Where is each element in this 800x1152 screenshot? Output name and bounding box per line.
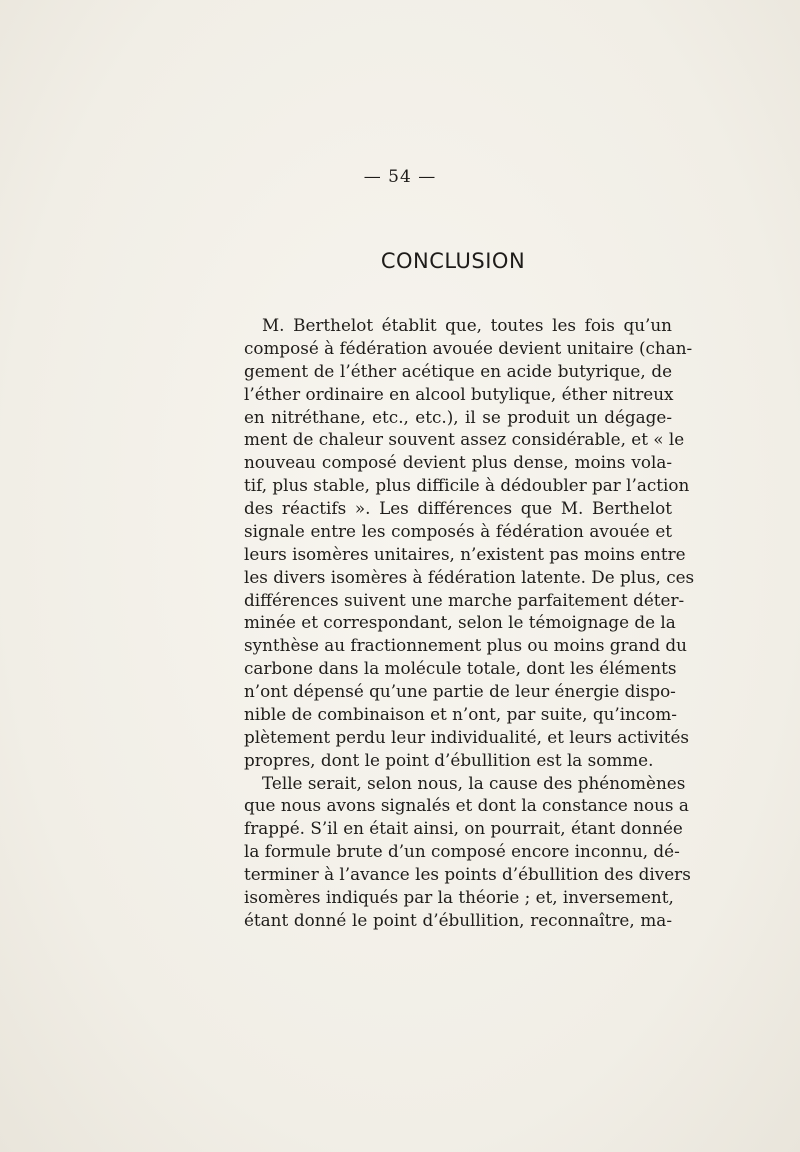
text-line: carbone dans la molécule totale, dont les éléments xyxy=(244,658,677,679)
text-line: minée et correspondant, selon le témoignage de la xyxy=(244,612,676,633)
text-line: terminer à l’avance les points d’ébullition des divers xyxy=(244,864,691,884)
text-line: n’ont dépensé qu’une partie de leur énergie dispo- xyxy=(244,681,676,701)
text-line: étant donné le point d’ébullition, reconnaître, ma- xyxy=(244,909,672,930)
text-line: frappé. S’il en était ainsi, on pourrait, étant donnée xyxy=(244,818,683,839)
text-line: les divers isomères à fédération latente. De plus, ces xyxy=(244,566,695,587)
text-line: l’éther ordinaire en alcool butylique, éther nitreux xyxy=(244,383,674,404)
text-line: en nitréthane, etc., etc.), il se produit un dégage- xyxy=(244,406,672,427)
body-text xyxy=(244,314,695,932)
text-line: des réactifs ». Les différences que M. Berthelot xyxy=(244,498,672,518)
text-line: tif, plus stable, plus difficile à dédoubler par l’action xyxy=(244,475,690,496)
text-line: M. Berthelot établit que, toutes les fois qu’un xyxy=(262,315,672,335)
text-line: propres, dont le point d’ébullition est la somme. xyxy=(244,749,654,770)
text-line: gement de l’éther acétique en acide butyrique, de xyxy=(244,360,672,381)
text-line: isomères indiqués par la théorie ; et, inversement, xyxy=(244,886,674,907)
text-line: que nous avons signalés et dont la constance nous a xyxy=(244,795,689,816)
text-line: composé à fédération avouée devient unitaire (chan- xyxy=(244,337,693,358)
text-line: plètement perdu leur individualité, et leurs activités xyxy=(244,726,689,747)
text-line: Telle serait, selon nous, la cause des phénomènes xyxy=(262,772,686,793)
text-line: signale entre les composés à fédération avouée et xyxy=(244,520,672,541)
text-line: nible de combinaison et n’ont, par suite, qu’incom- xyxy=(244,703,677,724)
page-number: — 54 — xyxy=(363,167,437,187)
text-line: synthèse au fractionnement plus ou moins grand du xyxy=(244,635,687,656)
text-line: nouveau composé devient plus dense, moins vola- xyxy=(244,452,672,473)
text-line: ment de chaleur souvent assez considérable, et « le xyxy=(244,429,685,450)
section-heading: CONCLUSION xyxy=(380,249,526,273)
text-line: la formule brute d’un composé encore inconnu, dé- xyxy=(244,841,680,862)
text-line: leurs isomères unitaires, n’existent pas moins entre xyxy=(244,543,686,564)
text-line: différences suivent une marche parfaitement déter- xyxy=(244,589,685,610)
